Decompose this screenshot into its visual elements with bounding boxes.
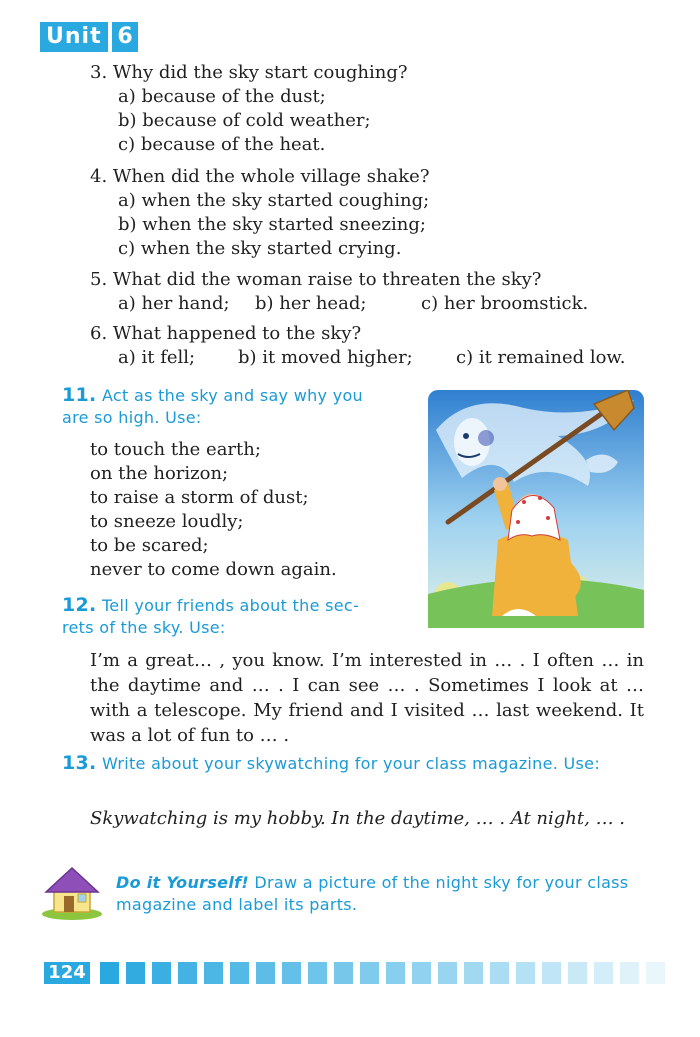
list-item: to raise a storm of dust;	[90, 487, 309, 508]
list-item: to touch the earth;	[90, 439, 261, 460]
task-number: 12.	[62, 594, 97, 616]
sky-woman-illustration	[428, 390, 644, 628]
question-text: 3. Why did the sky start coughing?	[90, 62, 408, 83]
answer-option: a) her hand;	[118, 293, 230, 314]
question-text: 5. What did the woman raise to threaten the sky?	[90, 269, 542, 290]
question-text: 6. What happened to the sky?	[90, 323, 362, 344]
task-number: 11.	[62, 384, 97, 406]
answer-option: b) because of cold weather;	[118, 110, 371, 131]
answer-option: b) it moved higher;	[238, 347, 413, 368]
list-item: never to come down again.	[90, 559, 337, 580]
house-icon	[38, 862, 106, 920]
diy-instruction: Do it Yourself! Draw a picture of the night sky for your class magazine and label its parts.	[116, 873, 629, 914]
task-13-example: Skywatching is my hobby. In the daytime, … . At night, … .	[90, 808, 626, 829]
task-11-phrase-list	[90, 438, 337, 582]
unit-number: 6	[112, 22, 138, 52]
answer-option: b) her head;	[255, 293, 367, 314]
question-4	[90, 165, 430, 261]
answer-option: a) because of the dust;	[118, 86, 326, 107]
diy-label: Do it Yourself!	[116, 873, 249, 892]
answer-option: a) when the sky started coughing;	[118, 190, 430, 211]
answer-option: a) it fell;	[118, 347, 196, 368]
answer-option: c) because of the heat.	[118, 134, 326, 155]
answer-option: c) it remained low.	[456, 347, 626, 368]
task-13-instruction: 13. Write about your skywatching for your class magazine. Use:	[62, 752, 601, 774]
answer-option: c) her broomstick.	[421, 293, 589, 314]
task-12-paragraph: I’m a great… , you know. I’m interested in … . I often … in the daytime and … . I can see … . Sometimes I look at … with a telescope. My friend and I visited … last weekend. It was a lot of fun to … .	[90, 650, 644, 746]
question-text: 4. When did the whole village shake?	[90, 166, 430, 187]
task-number: 13.	[62, 752, 97, 774]
list-item: to be scared;	[90, 535, 209, 556]
answer-option: b) when the sky started sneezing;	[118, 214, 426, 235]
answer-option: c) when the sky started crying.	[118, 238, 402, 259]
question-5	[90, 268, 588, 316]
list-item: on the horizon;	[90, 463, 229, 484]
page-number: 124	[44, 962, 90, 984]
unit-label: Unit	[40, 22, 108, 52]
task-12-instruction: 12. Tell your friends about the sec- rets of the sky. Use:	[62, 594, 360, 637]
question-6	[90, 322, 625, 370]
list-item: to sneeze loudly;	[90, 511, 244, 532]
question-3	[90, 61, 408, 157]
task-11-instruction: 11. Act as the sky and say why you are so high. Use:	[62, 384, 363, 427]
